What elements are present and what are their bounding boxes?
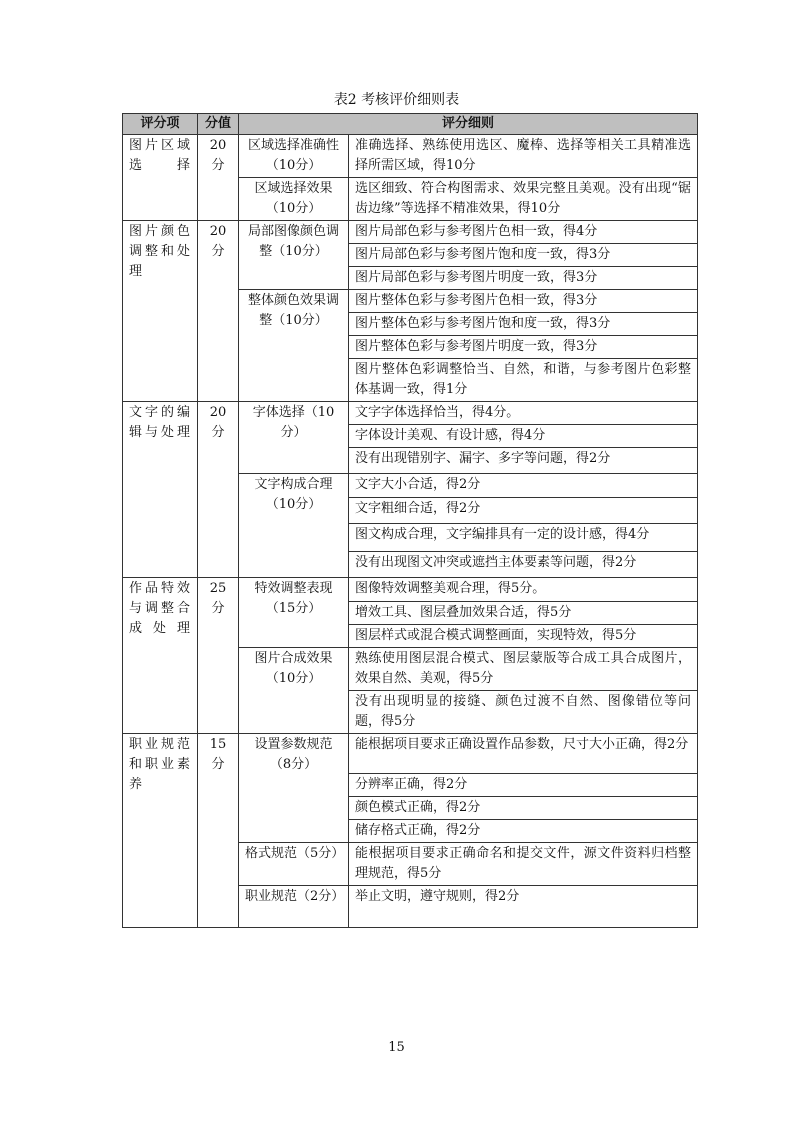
scoring-detail: 文字字体选择恰当，得4分。 [349, 402, 698, 425]
table-row [123, 135, 698, 178]
scoring-detail: 熟练使用图层混合模式、图层蒙版等合成工具合成图片，效果自然、美观，得5分 [349, 648, 698, 691]
scoring-detail: 图层样式或混合模式调整画面，实现特效，得5分 [349, 625, 698, 648]
scoring-detail: 选区细致、符合构图需求、效果完整且美观。没有出现“锯齿边缘”等选择不精准效果，得10分 [349, 178, 698, 221]
scoring-detail: 能根据项目要求正确设置作品参数，尺寸大小正确，得2分 [349, 734, 698, 774]
sub-criterion: 局部图像颜色调整（10分） [239, 221, 349, 290]
table-row [123, 578, 698, 602]
sub-criterion: 区域选择效果（10分） [239, 178, 349, 221]
scoring-detail: 图片局部色彩与参考图片饱和度一致，得3分 [349, 244, 698, 267]
sub-criterion: 整体颜色效果调整（10分） [239, 290, 349, 402]
scoring-detail: 颜色模式正确，得2分 [349, 797, 698, 820]
scoring-detail: 文字粗细合适，得2分 [349, 498, 698, 524]
scoring-detail: 能根据项目要求正确命名和提交文件，源文件资料归档整理规范，得5分 [349, 843, 698, 886]
scoring-detail: 分辨率正确，得2分 [349, 774, 698, 797]
scoring-item: 图片颜色调整和处理 [123, 221, 198, 402]
sub-criterion: 字体选择（10分） [239, 402, 349, 474]
scoring-detail: 图片整体色彩调整恰当、自然，和谐，与参考图片色彩整体基调一致，得1分 [349, 359, 698, 402]
scoring-detail: 没有出现图文冲突或遮挡主体要素等问题，得2分 [349, 552, 698, 578]
scoring-detail: 文字大小合适，得2分 [349, 474, 698, 498]
sub-criterion: 格式规范（5分） [239, 843, 349, 886]
header-score: 分值 [198, 114, 239, 135]
scoring-detail: 储存格式正确，得2分 [349, 820, 698, 843]
score-value: 20分 [198, 221, 239, 402]
table-caption: 表2 考核评价细则表 [333, 92, 460, 108]
rubric-table [122, 113, 698, 928]
sub-criterion: 职业规范（2分） [239, 886, 349, 928]
header-row [123, 114, 698, 135]
scoring-detail: 举止文明，遵守规则，得2分 [349, 886, 698, 928]
score-value: 25分 [198, 578, 239, 734]
scoring-detail: 图片局部色彩与参考图片色相一致，得4分 [349, 221, 698, 244]
table-row [123, 221, 698, 244]
score-value: 20分 [198, 135, 239, 221]
score-value: 15分 [198, 734, 239, 928]
scoring-detail: 图像特效调整美观合理，得5分。 [349, 578, 698, 602]
sub-criterion: 文字构成合理（10分） [239, 474, 349, 578]
page-number: 15 [388, 1040, 405, 1055]
scoring-detail: 没有出现明显的接缝、颜色过渡不自然、图像错位等问题，得5分 [349, 691, 698, 734]
sub-criterion: 设置参数规范（8分） [239, 734, 349, 843]
rubric-body [123, 135, 698, 928]
score-value: 20分 [198, 402, 239, 578]
scoring-detail: 字体设计美观、有设计感，得4分 [349, 425, 698, 448]
scoring-item: 文字的编辑与处理 [123, 402, 198, 578]
sub-criterion: 图片合成效果（10分） [239, 648, 349, 734]
scoring-detail: 图片整体色彩与参考图片饱和度一致，得3分 [349, 313, 698, 336]
scoring-item: 作品特效与调整合成处理 [123, 578, 198, 734]
sub-criterion: 区域选择准确性（10分） [239, 135, 349, 178]
header-detail: 评分细则 [239, 114, 698, 135]
table-row [123, 734, 698, 774]
header-item: 评分项 [123, 114, 198, 135]
scoring-detail: 图文构成合理，文字编排具有一定的设计感，得4分 [349, 524, 698, 552]
scoring-detail: 图片局部色彩与参考图片明度一致，得3分 [349, 267, 698, 290]
scoring-detail: 图片整体色彩与参考图片色相一致，得3分 [349, 290, 698, 313]
scoring-item: 图片区域选择 [123, 135, 198, 221]
scoring-item: 职业规范和职业素养 [123, 734, 198, 928]
sub-criterion: 特效调整表现（15分） [239, 578, 349, 648]
scoring-detail: 没有出现错别字、漏字、多字等问题，得2分 [349, 448, 698, 474]
scoring-detail: 图片整体色彩与参考图片明度一致，得3分 [349, 336, 698, 359]
table-row [123, 402, 698, 425]
scoring-detail: 增效工具、图层叠加效果合适，得5分 [349, 602, 698, 625]
scoring-detail: 准确选择、熟练使用选区、魔棒、选择等相关工具精准选择所需区域，得10分 [349, 135, 698, 178]
